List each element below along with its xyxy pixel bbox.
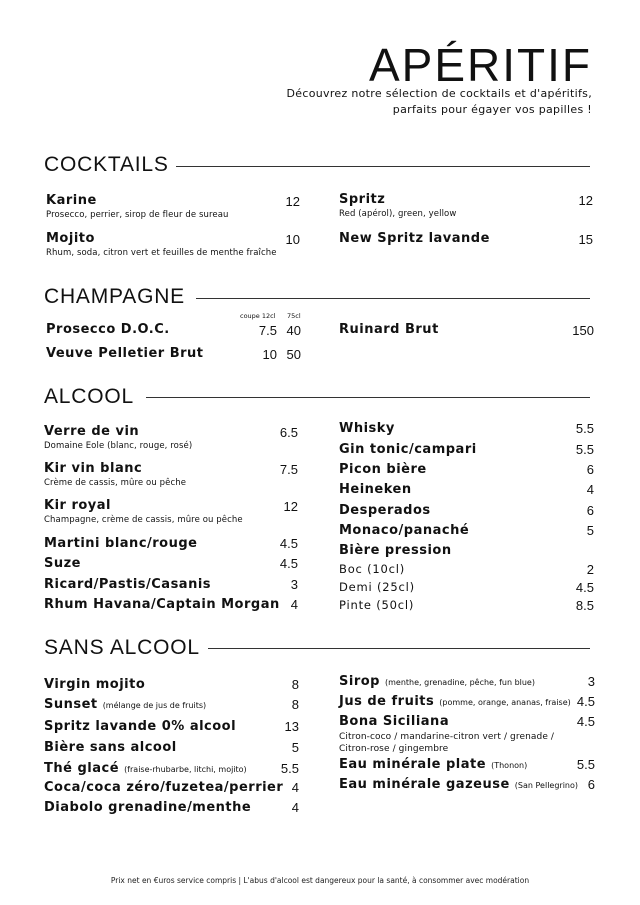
item-note: (pomme, orange, ananas, fraise) [439,698,571,707]
item-name: Sirop [339,674,380,689]
item-price: 15 [578,232,593,247]
page-subtitle: Découvrez notre sélection de cocktails et d'apéritifs, parfaits pour égayer vos papilles ! [286,87,592,116]
item-price: 4.5 [576,694,595,709]
item-name: Demi (25cl) [339,580,415,594]
item-name: Diabolo grenadine/menthe [44,800,252,815]
menu-item [339,482,412,497]
item-price: 5.5 [575,442,594,457]
item-price: 4.5 [279,536,298,551]
item-name: New Spritz lavande [339,231,490,246]
item-price: 4.5 [279,556,298,571]
item-note: (fraise-rhubarbe, litchi, mojito) [124,765,247,774]
item-name: Heineken [339,482,412,497]
menu-item [44,577,211,592]
item-price: 5 [291,740,299,755]
item-note: (San Pellegrino) [514,781,579,790]
item-price: 12 [578,193,593,208]
menu-item [339,714,559,755]
item-price: 12 [283,499,298,514]
menu-item [339,421,395,436]
menu-item [44,461,186,489]
item-name: Ruinard Brut [339,322,439,337]
item-description: Champagne, crème de cassis, mûre ou pêche [44,515,243,525]
item-name: Sunset [44,697,98,712]
item-description: Prosecco, perrier, sirop de fleur de sureau [46,210,229,220]
item-name: Veuve Pelletier Brut [46,346,204,361]
menu-item [339,523,469,538]
menu-item [339,503,431,518]
item-price: 3 [290,577,298,592]
item-name: Bière sans alcool [44,740,177,755]
section-heading-sans-alcool: SANS ALCOOL [44,636,200,659]
menu-item [44,761,247,776]
item-name: Eau minérale plate [339,757,487,772]
menu-item [44,556,81,571]
item-price: 5 [586,523,594,538]
item-description: Crème de cassis, mûre ou pêche [44,478,187,488]
section-divider [196,298,590,299]
menu-item [339,777,578,792]
item-name: Kir vin blanc [44,461,143,476]
menu-subitem [339,562,405,576]
menu-item [44,597,280,612]
menu-item [339,462,427,477]
menu-item [339,192,456,220]
item-name: Kir royal [44,498,112,513]
item-price-75cl: 50 [286,347,301,362]
item-price: 8.5 [575,598,594,613]
item-price: 8 [291,697,299,712]
menu-item [339,231,490,246]
item-description: Citron-coco / mandarine-citron vert / grenade / Citron-rose / gingembre [339,732,555,754]
menu-item [44,719,236,734]
menu-item [339,757,527,772]
menu-item [46,346,204,361]
menu-item [339,694,571,709]
item-price: 6 [586,503,594,518]
item-price: 5.5 [576,757,595,772]
item-price: 4.5 [576,714,595,729]
item-price: 4 [586,482,594,497]
item-name: Coca/coca zéro/fuzetea/perrier [44,780,284,795]
section-divider [208,648,590,649]
menu-item [339,674,535,689]
menu-item [44,740,177,755]
item-note: (Thonon) [491,761,528,770]
item-price: 4 [291,800,299,815]
item-name: Desperados [339,503,431,518]
item-name: Rhum Havana/Captain Morgan [44,597,280,612]
item-name: Thé glacé [44,761,120,776]
item-name: Pinte (50cl) [339,598,415,612]
item-price: 8 [291,677,299,692]
item-price: 6.5 [279,425,298,440]
item-note: (menthe, grenadine, pêche, fun blue) [385,678,535,687]
item-name: Eau minérale gazeuse [339,777,510,792]
section-heading-champagne: CHAMPAGNE [44,285,185,308]
item-price: 4.5 [575,580,594,595]
item-description: Domaine Eole (blanc, rouge, rosé) [44,441,193,451]
menu-item [46,193,229,221]
section-heading-cocktails: COCKTAILS [44,153,169,176]
item-name: Monaco/panaché [339,523,470,538]
page-title: APÉRITIF [368,39,592,91]
menu-subitem [339,580,415,594]
menu-item [339,543,452,558]
item-price-coupe: 10 [262,347,277,362]
item-name: Boc (10cl) [339,562,406,576]
section-divider [146,397,590,398]
item-price: 13 [284,719,299,734]
item-description: Rhum, soda, citron vert et feuilles de menthe fraîche [46,248,277,258]
item-name: Picon bière [339,462,427,477]
item-name: Virgin mojito [44,677,146,692]
menu-item [46,322,170,337]
menu-item [44,697,206,712]
column-header-75cl: 75cl [287,312,301,320]
section-heading-alcool: ALCOOL [44,385,134,408]
item-name: Ricard/Pastis/Casanis [44,577,212,592]
item-name: Mojito [46,231,95,246]
column-header-coupe: coupe 12cl [240,312,276,320]
menu-subitem [339,598,414,612]
item-name: Prosecco D.O.C. [46,322,170,337]
item-name: Martini blanc/rouge [44,536,198,551]
item-name: Gin tonic/campari [339,442,477,457]
menu-item [44,800,251,815]
menu-item [44,498,243,526]
item-price: 5.5 [575,421,594,436]
item-price: 3 [587,674,595,689]
item-name: Bona Siciliana [339,714,450,729]
item-price: 12 [285,194,300,209]
item-price: 150 [572,323,594,338]
item-name: Karine [46,193,97,208]
item-description: Red (apérol), green, yellow [339,209,457,219]
menu-item [339,442,477,457]
menu-item [44,780,283,795]
item-price: 6 [587,777,595,792]
item-price: 6 [586,462,594,477]
item-price: 10 [285,232,300,247]
item-name: Bière pression [339,543,452,558]
item-name: Whisky [339,421,395,436]
item-name: Spritz [339,192,386,207]
menu-item [46,231,277,259]
item-price: 4 [290,597,298,612]
item-price: 2 [586,562,594,577]
menu-item [44,536,198,551]
section-divider [176,166,590,167]
footer-disclaimer: Prix net en €uros service compris | L'abus d'alcool est dangereux pour la santé, à consommer avec modération [110,876,530,885]
menu-item [44,677,145,692]
item-name: Verre de vin [44,424,140,439]
item-name: Spritz lavande 0% alcool [44,719,237,734]
item-price-coupe: 7.5 [258,323,277,338]
item-note: (mélange de jus de fruits) [102,701,207,710]
menu-item [339,322,439,337]
item-price: 7.5 [279,462,298,477]
item-price: 5.5 [280,761,299,776]
item-name: Suze [44,556,82,571]
item-price: 4 [291,780,299,795]
item-name: Jus de fruits [339,694,435,709]
menu-item [44,424,192,452]
item-price-75cl: 40 [286,323,301,338]
